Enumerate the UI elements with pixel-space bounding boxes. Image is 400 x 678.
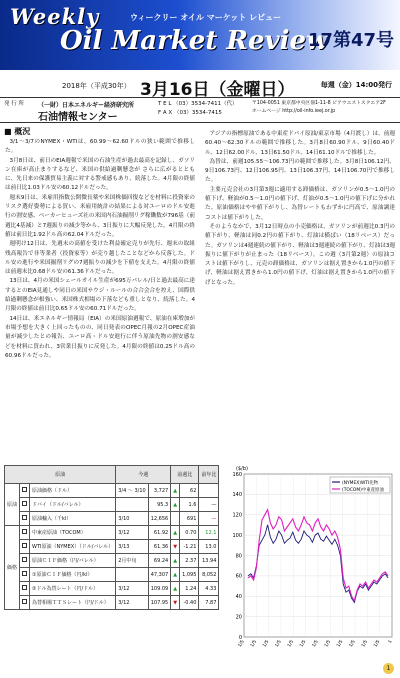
checkbox-icon <box>22 529 27 534</box>
y-tick-label: 40 <box>235 594 242 601</box>
row-unit: （円/ドル） <box>82 600 109 606</box>
x-tick-label: 1/5 <box>299 639 308 649</box>
publisher-contact <box>158 100 238 118</box>
paragraph: 週末9日は、米雇用指数公開微長薬や米国株価回復などを材料に投資家のリスク選好姿勢による買い、米雇用統計の結果による対ユーロのドル安進行の割安感、ベーカーヒューズ社の米国内石油掘削リグ稼働数が796基（前週比4基減）と7週振りの減少等から、3日振りに大幅反発した。4月限の終値は前日比1.92ドル高の62.04ドルだった。 <box>5 194 195 238</box>
table-header-group: 原油 <box>5 466 116 484</box>
y-tick-label: 120 <box>232 512 242 519</box>
table-cell-period: 3/12 <box>116 526 148 540</box>
table-row <box>5 526 219 540</box>
table-cell-name <box>30 582 116 596</box>
publisher-tel: T E L （03）3534-7411（代） <box>158 101 238 107</box>
table-row <box>5 554 219 568</box>
x-tick-label: 1/5 <box>250 639 259 649</box>
publisher-street: 〒104-0051 東京都中央区佃1-11-8 ピアウエストスクエア2F <box>252 101 386 106</box>
paragraph: 13日は、4月の米国シェールオイル生産が695万バレル/日と過去最高に達するとのEIA見通しや同日の米国サウジ・ルールの合合会合を控え、国際供給過剰懸念が根強い、米国株式相場の下落なども重しとなり、続落した。4月限の終値は前日比0.65ドル安の60.71ドルだった。 <box>5 278 195 313</box>
table-cell-yoy: 7.87 <box>199 596 219 610</box>
table-row <box>5 582 219 596</box>
table-cell-value: 109.09 <box>148 582 171 596</box>
article-right-column <box>205 130 395 288</box>
row-unit: （円/バレル） <box>67 558 99 564</box>
table-row <box>5 484 219 498</box>
table-cell-period: 3/10 <box>116 512 148 526</box>
table-cell-yoy: 4.33 <box>199 582 219 596</box>
row-checkbox <box>20 484 30 498</box>
table-cell-yoy: 13.0 <box>199 540 219 554</box>
article-left-column <box>5 138 195 361</box>
y-tick-label: 160 <box>232 471 242 478</box>
x-tick-label: 1/5 <box>336 639 345 649</box>
table-cell-change: -0.40 <box>180 596 199 610</box>
row-checkbox <box>20 512 30 526</box>
y-tick-label: 20 <box>235 614 242 621</box>
table-cell-period: 3/13 <box>116 540 148 554</box>
table-cell-name <box>30 484 116 498</box>
table-cell-name <box>30 596 116 610</box>
x-tick-label: 1 <box>387 639 394 645</box>
row-unit: （ドル/バレル） <box>79 544 114 550</box>
table-cell-value: 95.3 <box>148 498 171 512</box>
dateline <box>0 74 400 100</box>
table-row <box>5 540 219 554</box>
page-title: Oil Market Review <box>60 26 329 56</box>
row-checkbox <box>20 568 30 582</box>
row-name: 原油価格（ドル） <box>32 488 73 494</box>
legend-entry: (NYMEX)WTI先物 <box>342 480 379 486</box>
page-number: 1 <box>383 663 394 674</box>
row-name: 原油輸入（千kl） <box>32 516 72 522</box>
checkbox-icon <box>22 571 27 576</box>
y-tick-label: 60 <box>235 573 242 580</box>
paragraph: 3月8日は、前日のEIA週報で米国の石油生産が過去最高を記録し、ガソリン在庫が高止まりするなど、米国の供給過剰懸念が さらに広がるとともに、先日来の保護貿易主義に対する警戒感もあり、続落した。4月限の終値は前日比1.03ドル安の60.12ドルだった。 <box>5 157 195 192</box>
table-cell-value: 107.95 <box>148 596 171 610</box>
legend-entry: (TOCOM)中東産原油 <box>342 487 384 493</box>
row-name: WTI原油（NYMEX） <box>32 544 80 550</box>
row-name: ①原油ＣＩＦ価格 <box>32 572 72 578</box>
price-table <box>4 465 219 610</box>
table-row <box>5 568 219 582</box>
publisher-org: （一財）日本エネルギー経済研究所 <box>38 102 135 109</box>
table-cell-yoy: 12.1 <box>199 526 219 540</box>
row-checkbox <box>20 540 30 554</box>
header-banner <box>0 0 400 70</box>
x-tick-label: 1/5 <box>324 639 333 649</box>
section-title: ■ 概況 <box>4 127 31 136</box>
publisher-center: 石油情報センター <box>38 112 118 123</box>
row-checkbox <box>20 554 30 568</box>
x-tick-label: 1/5 <box>287 639 296 649</box>
table-cell-change: 1.6 <box>180 498 199 512</box>
paragraph: 為替は、前週105.55～106.73円の範囲で推移した。3月8日106.12円、9日106.73円、12日106.95円、13日106.37円、14日106.70円で推移した。 <box>205 158 395 184</box>
table-cell-value: 61.36 <box>148 540 171 554</box>
table-cell-arrow <box>171 512 180 526</box>
table-cell-name <box>30 554 116 568</box>
paragraph: そのようなかで、3月12日時点の小売価格は、ガソリンが前週比0.3円の値下がり、軽油は同0.2円の値下がり、灯油は横ばい（18リベース）だった。ガソリンは4週連続の値下がり、軽油は3週連続の値下がり、灯油は3週振りに値下がりが止まった（18リベース）。この週（3月第2週）の原油コストは値下がりし、元売の卸価格は、ガソリンは据え置きから1.0円の値下げ、軽油は据え置きから1.0円の値下げ、灯油は据え置きから1.0円の値下げとなった。 <box>205 223 395 286</box>
paragraph: 3/1～3/7のNYMEX・WTIは、60.99～62.60ドルの狭い範囲で推移した。 <box>5 139 195 155</box>
y-tick-label: 0 <box>238 634 242 641</box>
table-header-period: 今週 <box>116 466 171 484</box>
table-cell-arrow: ▲ <box>171 526 180 540</box>
table-row <box>5 512 219 526</box>
checkbox-icon <box>22 599 27 604</box>
table-group-label: 原油 <box>5 484 20 526</box>
x-tick-label: 1/5 <box>262 639 271 649</box>
table-cell-period <box>116 498 148 512</box>
row-name: ドバイ（ドル/バレル） <box>32 502 84 508</box>
table-cell-change: 1,095 <box>180 568 199 582</box>
publisher-address <box>252 100 398 116</box>
table-header-prev: 前週比 <box>171 466 199 484</box>
table-cell-value: 69.24 <box>148 554 171 568</box>
table-cell-change: 691 <box>180 512 199 526</box>
issue-number: 17第47号 <box>307 30 394 51</box>
table-cell-change: 2.37 <box>180 554 199 568</box>
issue-date: 3月16日（金曜日） <box>140 80 295 100</box>
table-cell-yoy: — <box>199 498 219 512</box>
x-tick-label: 1/5 <box>237 639 246 649</box>
table-cell-name <box>30 498 116 512</box>
row-checkbox <box>20 526 30 540</box>
table-cell-yoy <box>199 484 219 498</box>
row-unit: （円/kl） <box>71 572 93 578</box>
y-tick-label: 80 <box>235 553 242 560</box>
publisher-info <box>0 97 400 123</box>
table-cell-name <box>30 568 116 582</box>
table-cell-yoy: 8,052 <box>199 568 219 582</box>
table-cell-change: 0.70 <box>180 526 199 540</box>
table-cell-yoy: — <box>199 512 219 526</box>
checkbox-icon <box>22 585 27 590</box>
table-cell-arrow: ▲ <box>171 582 180 596</box>
table-cell-arrow: ▲ <box>171 484 180 498</box>
paragraph: アジアの指標原油である中東産ドバイ原油/東京市場（4月渡し）は、前週60.40～62.30ドルの範囲で推移した。3月8日60.90ドル、9日60.40ドル、12日62.00ドル、13日61.50ドル、14日61.10ドルで推移した。 <box>205 131 395 156</box>
table-cell-arrow: ▲ <box>171 498 180 512</box>
table-cell-value: 12,656 <box>148 512 171 526</box>
table-cell-change: 1.24 <box>180 582 199 596</box>
publication-frequency: 毎週（金）14:00発行 <box>320 81 392 89</box>
table-group-label: 価格 <box>5 526 20 610</box>
paragraph: 主要元売会社の3月第3週に適用する卸価格は、ガソリンが0.5～1.0円の値下げ、軽油が0.5～1.0円の値下げ、灯油が0.5～1.0円の値下げに分かれた。原油価格はやや値下がりし、為替レートもわずかに円高で、原油調達コストは値下がりした。 <box>205 186 395 221</box>
table-row <box>5 596 219 610</box>
y-tick-label: 100 <box>232 532 242 539</box>
table-row <box>5 498 219 512</box>
table-cell-value: 61.92 <box>148 526 171 540</box>
x-tick-label: 1/5 <box>373 639 382 649</box>
table-cell-change: 62 <box>180 484 199 498</box>
row-checkbox <box>20 596 30 610</box>
checkbox-icon <box>22 515 27 520</box>
paragraph: 週明け12日は、先週末の高値を受けた利益確定売りが先行、週末の取組残高報告で非等業者（投資家等）が売り越したことなどから反落した。ドル安の進行や米国掘削リグの7週振りの減少を下値を支えた。4月限の終値は前週末比0.68ドル安の61.36ドルだった。 <box>5 241 195 276</box>
table-cell-name <box>30 526 116 540</box>
table-cell-value: 3,727 <box>148 484 171 498</box>
row-name: 原油ＣＩＦ価格 <box>32 558 68 564</box>
table-header-yoy: 前年比 <box>199 466 219 484</box>
table-header-row <box>5 466 219 484</box>
x-tick-label: 1/5 <box>274 639 283 649</box>
table-cell-period: 3/12 <box>116 582 148 596</box>
y-tick-label: 140 <box>232 492 242 499</box>
checkbox-icon <box>22 543 27 548</box>
row-unit: （円/ドル） <box>71 586 99 592</box>
table-cell-period: 2月中旬 <box>116 554 148 568</box>
table-cell-value: 47,307 <box>148 568 171 582</box>
row-name: 中東産原油（TOCOM） <box>32 530 86 536</box>
paragraph: 14日は、米エネルギー情報局（EIA）の米国原油週報で、原油在庫増加が市場予想を大きく上回ったものの、同日発表のOPEC月報の2月OPEC産油量が減少したとの報告、ユーロ高・ドル安進行に伴う原油先物の割安感などを材料に買われ、3営業日振りに反発した。4月限の終値は0.25ドル高の60.96ドルだった。 <box>5 315 195 359</box>
table-cell-yoy: 13.94 <box>199 554 219 568</box>
table-cell-name <box>30 512 116 526</box>
checkbox-icon <box>22 557 27 562</box>
oil-price-chart <box>222 462 397 657</box>
table-cell-period: 3/12 <box>116 596 148 610</box>
table-cell-arrow: ▲ <box>171 568 180 582</box>
checkbox-icon <box>22 487 27 492</box>
x-tick-label: 1/5 <box>361 639 370 649</box>
row-name: 為替相場ＴＴＳレート <box>32 600 83 606</box>
table-cell-period <box>116 568 148 582</box>
table-cell-name <box>30 540 116 554</box>
table-cell-period: 3/4 ～ 3/10 <box>116 484 148 498</box>
publisher-label: 発 行 所 <box>4 101 24 107</box>
weekly-label: Weekly <box>10 4 100 29</box>
x-tick-label: 1/5 <box>311 639 320 649</box>
row-checkbox <box>20 582 30 596</box>
x-tick-label: 1/5 <box>348 639 357 649</box>
table-cell-arrow: ▼ <box>171 540 180 554</box>
subtitle-jp: ウィークリー オイル マーケット レビュー <box>130 13 282 22</box>
row-checkbox <box>20 498 30 512</box>
publisher-homepage[interactable]: ホームページ http://oil-info.ieej.or.jp <box>252 109 336 114</box>
table-cell-arrow: ▼ <box>171 596 180 610</box>
table-cell-change: -1.21 <box>180 540 199 554</box>
row-name: ②ドル為替レート <box>32 586 72 592</box>
y-axis-label: ($/b) <box>236 466 248 472</box>
checkbox-icon <box>22 501 27 506</box>
table-cell-arrow: ▲ <box>171 554 180 568</box>
publisher-fax: F A X （03）3534-7415 <box>158 110 222 116</box>
issue-year: 2018年（平成30年） <box>62 82 131 90</box>
